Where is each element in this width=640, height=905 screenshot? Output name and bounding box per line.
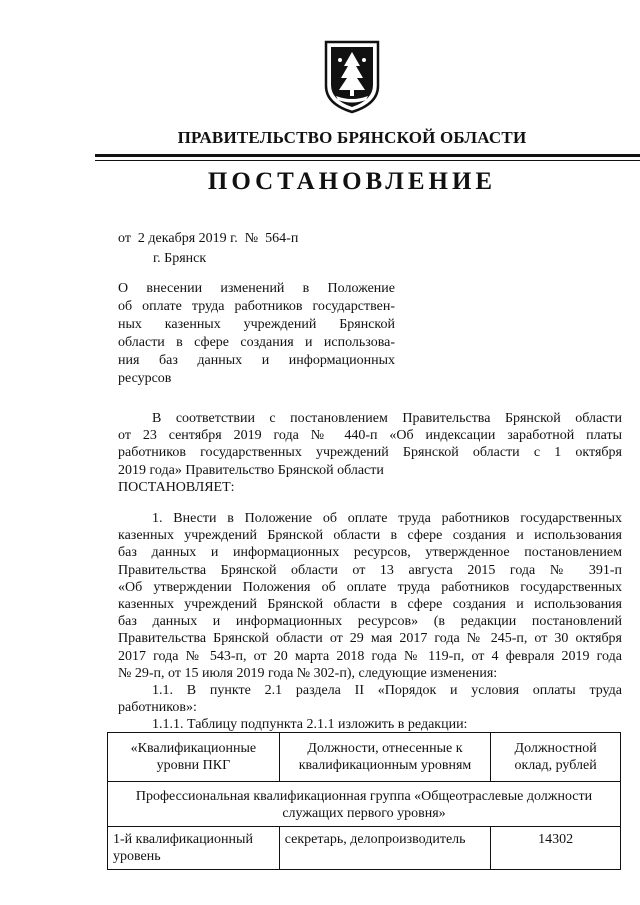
table-header-row xyxy=(108,733,621,782)
cell-salary: 14302 xyxy=(491,827,621,870)
item-1-line: баз данных и информационных ресурсов» (в редакции постановлений xyxy=(118,614,622,630)
item-1-line: казенных учреждений Брянской области в сфере создания и использования xyxy=(118,597,622,613)
subject-line: О внесении изменений в Положение xyxy=(118,281,395,296)
table-group-row xyxy=(108,782,621,827)
item-1-line: «Об утверждении Положения об оплате труда работников государственных xyxy=(118,579,622,595)
preamble-line: работников государственных учреждений Брянской области с 1 октября xyxy=(118,445,622,461)
subject-line: об оплате труда работников государствен- xyxy=(118,299,395,314)
subject-line: области в сфере создания и использова- xyxy=(118,335,395,350)
item-1-1-line: 1.1. В пункте 2.1 раздела II «Порядок и условия оплаты труда xyxy=(152,683,622,699)
header-rule-thick xyxy=(95,154,640,157)
item-1-1-line: работников»: xyxy=(118,700,197,716)
item-1-line: казенных учреждений Брянской области в сфере создания и использования xyxy=(118,528,622,544)
document-body xyxy=(118,410,622,734)
item-1-line: Правительства Брянской области от 13 августа 2015 года № 391-п xyxy=(118,562,622,578)
header-positions: Должности, отнесенные к квалификационным уровням xyxy=(279,733,490,782)
cell-positions: секретарь, делопроизводитель xyxy=(279,827,490,870)
government-title: ПРАВИТЕЛЬСТВО БРЯНСКОЙ ОБЛАСТИ xyxy=(177,128,527,147)
item-1-line: № 29-п, от 15 июля 2019 года № 302-п), следующие изменения: xyxy=(118,665,498,681)
resolves-heading: ПОСТАНОВЛЯЕТ: xyxy=(118,479,235,495)
cell-qualification-level: 1-й квалификационный уровень xyxy=(108,827,280,870)
item-1-line: Правительства Брянской области от 29 мая 2017 года № 245-п, от 30 октября xyxy=(118,631,622,647)
subject-line: ресурсов xyxy=(118,371,172,386)
header-qualification-levels: «Квалификационные уровни ПКГ xyxy=(108,733,280,782)
preamble-line: от 23 сентября 2019 года № 440-п «Об индексации заработной платы xyxy=(118,428,622,444)
professional-group-label: Профессиональная квалификационная группа «Общеотраслевые должности служащих первого уровня» xyxy=(108,782,621,827)
header-salary: Должностной оклад, рублей xyxy=(491,733,621,782)
table-row xyxy=(108,827,621,870)
document-type-title: ПОСТАНОВЛЕНИЕ xyxy=(207,168,497,195)
preamble-line: 2019 года» Правительство Брянской области xyxy=(118,462,384,478)
document-city: г. Брянск xyxy=(153,251,207,266)
item-1-line: баз данных и информационных ресурсов, утвержденное постановлением xyxy=(118,545,622,561)
header-rule-thin xyxy=(95,160,640,161)
item-1-line: 1. Внести в Положение об оплате труда работников государственных xyxy=(152,511,622,527)
subject-line: ния баз данных и информационных xyxy=(118,353,395,368)
document-subject xyxy=(118,280,395,388)
document-date-number: от 2 декабря 2019 г. № 564-п xyxy=(118,231,299,246)
subject-line: ных казенных учреждений Брянской xyxy=(118,317,395,332)
preamble-line: В соответствии с постановлением Правительства Брянской области xyxy=(152,411,622,426)
item-1-1-1-line: 1.1.1. Таблицу подпункта 2.1.1 изложить в редакции: xyxy=(152,717,468,733)
coat-of-arms-emblem xyxy=(322,38,382,116)
salary-table xyxy=(107,732,621,870)
item-1-line: 2017 года № 543-п, от 20 марта 2018 года № 119-п, от 4 февраля 2019 года xyxy=(118,648,622,664)
